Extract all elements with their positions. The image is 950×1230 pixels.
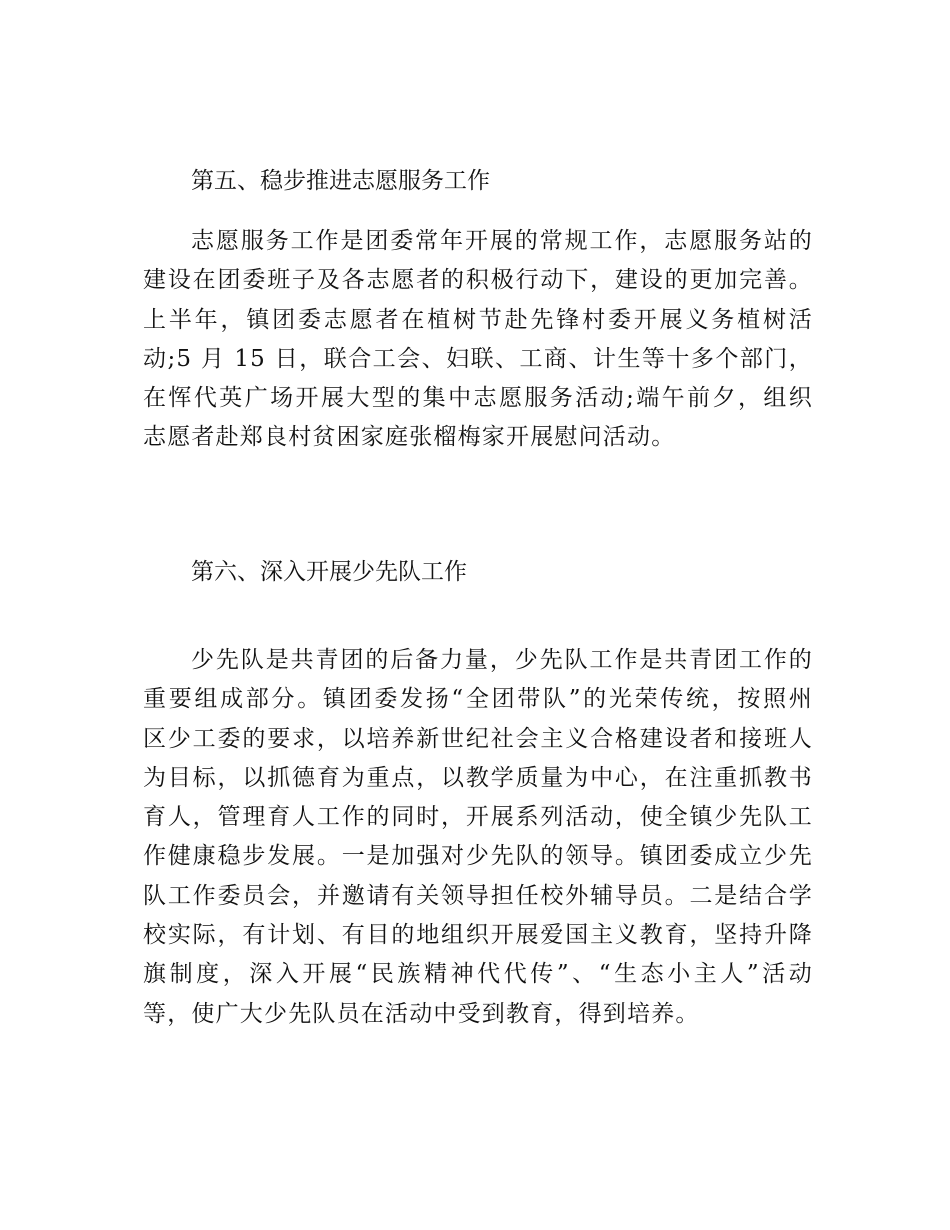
paragraph-line: 在恽代英广场开展大型的集中志愿服务活动;端午前夕，组织: [143, 385, 813, 412]
paragraph-line: 作健康稳步发展。一是加强对少先队的领导。镇团委成立少先: [143, 843, 813, 870]
paragraph-line: 为目标，以抓德育为重点，以教学质量为中心，在注重抓教书: [143, 764, 813, 791]
paragraph-line: 校实际，有计划、有目的地组织开展爱国主义教育，坚持升降: [143, 922, 813, 949]
paragraph-line: 重要组成部分。镇团委发扬“全团带队”的光荣传统，按照州: [143, 686, 813, 713]
paragraph-line: 建设在团委班子及各志愿者的积极行动下，建设的更加完善。: [143, 267, 813, 294]
paragraph-line: 区少工委的要求，以培养新世纪社会主义合格建设者和接班人: [143, 725, 813, 752]
paragraph-line: 动;5 月 15 日，联合工会、妇联、工商、计生等十多个部门，: [143, 345, 813, 372]
paragraph-line: 育人，管理育人工作的同时，开展系列活动，使全镇少先队工: [143, 804, 813, 831]
paragraph-line: 队工作委员会，并邀请有关领导担任校外辅导员。二是结合学: [143, 882, 813, 909]
section-heading-young-pioneers: 第六、深入开展少先队工作: [191, 559, 467, 585]
paragraph-line: 少先队是共青团的后备力量，少先队工作是共青团工作的: [191, 647, 813, 673]
paragraph-volunteer-service: [143, 222, 813, 458]
paragraph-line: 等，使广大少先队员在活动中受到教育，得到培养。: [143, 1000, 700, 1027]
paragraph-young-pioneers: [143, 641, 813, 1034]
section-heading-volunteer-service: 第五、稳步推进志愿服务工作: [191, 168, 490, 194]
paragraph-line: 旗制度，深入开展“民族精神代代传”、“生态小主人”活动: [143, 961, 813, 988]
paragraph-line: 志愿者赴郑良村贫困家庭张榴梅家开展慰问活动。: [143, 424, 676, 451]
paragraph-line: 志愿服务工作是团委常年开展的常规工作，志愿服务站的: [191, 228, 813, 254]
paragraph-line: 上半年，镇团委志愿者在植树节赴先锋村委开展义务植树活: [143, 306, 813, 333]
